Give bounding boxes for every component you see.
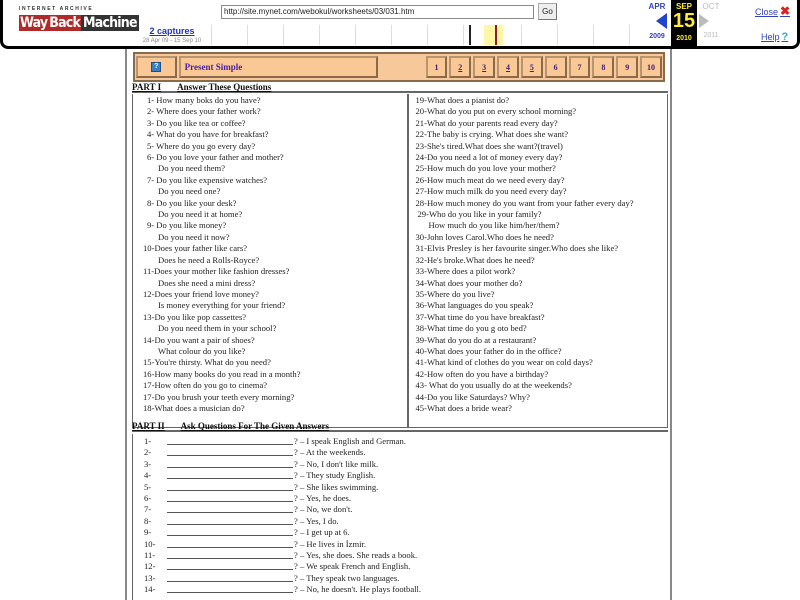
answer-row: 10- ? – He lives in İzmir. [144,538,367,549]
answer-row: 14- ? – No, he doesn't. He plays football. [144,584,422,595]
questions-left-column [133,94,409,427]
question: 31-Elvis Presley is her favourite singer.Who does she like? [415,243,619,254]
page-link-6[interactable]: 6 [545,56,567,78]
current-capture [671,0,697,46]
question: 41-What kind of clothes do you wear on cold days? [415,357,593,368]
answer-row: 7- ? – No, we don't. [144,504,353,515]
question: 2- Where does your father work? [147,106,261,117]
current-year: 2010 [676,35,692,42]
part2-title: Ask Questions For The Given Answers [180,421,330,431]
question: 17-How often do you go to cinema? [143,380,268,391]
next-month: OCT [702,2,720,11]
captures-link[interactable]: 2 captures [149,26,195,36]
answer-row: 9- ? – I get up at 6. [144,527,350,538]
page-link-2[interactable]: 2 [449,56,471,78]
prev-year: 2009 [649,33,665,40]
question: 23-She's tired.What does she want?(travel) [415,140,563,151]
part1-label: PART I [132,82,162,92]
question: 37-What time do you have breakfast? [415,311,545,322]
worksheet-page [125,49,672,600]
question: 8- Do you like your desk? [147,197,237,208]
question: 34-What does your mother do? [415,277,523,288]
part1-title: Answer These Questions [177,82,272,92]
question-followup: Do you need one? [158,186,221,197]
question: 13-Do you like pop cassettes? [143,311,247,322]
question: 44-Do you like Saturdays? Why? [415,391,530,402]
answer-blank [167,561,293,570]
question-followup: Do you need them in your school? [158,323,277,334]
part2-answer-list [132,436,668,595]
captures-range: 28 Apr 09 - 15 Sep 10 [142,38,202,44]
internet-archive-label: INTERNET ARCHIVE [19,6,94,12]
part1-heading [132,82,668,93]
capture-calendar [643,0,738,46]
answer-row: 3- ? – No, I don't like milk. [144,458,379,469]
timeline-current-capture-marker[interactable] [495,25,497,45]
go-button[interactable]: Go [538,3,557,20]
answer-row: 2- ? – At the weekends. [144,447,366,458]
nav-spacer [380,56,423,78]
question: 32-He's broke.What does he need? [415,254,535,265]
question-followup: Do you need it now? [158,231,230,242]
question: 26-How much meat do we need every day? [415,174,565,185]
question: 39-What do you do at a restaurant? [415,334,537,345]
worksheet-title: Present Simple [179,56,379,78]
question-followup: Is money everything for your friend? [158,300,286,311]
next-capture [697,0,725,46]
answer-blank [167,504,293,513]
answer-blank [167,447,293,456]
part2-label: PART II [132,421,165,431]
answer-row: 4- ? – They study English. [144,470,376,481]
answer-blank [167,436,293,445]
question: 4- What do you have for breakfast? [147,129,269,140]
question: 19-What does a pianist do? [415,95,510,105]
page-link-1: 1 [426,56,448,78]
answer-row: 13- ? – They speak two languages. [144,572,400,583]
question: 3- Do you like tea or coffee? [147,117,246,128]
current-day: 15 [672,10,696,32]
answer-row: 11- ? – Yes, she does. She reads a book. [144,549,418,560]
prev-arrow-icon[interactable] [656,13,667,29]
question: 6- Do you love your father and mother? [147,152,284,163]
help-cell[interactable] [136,56,177,78]
question: 9- Do you like money? [147,220,227,231]
question: 36-What languages do you speak? [415,300,534,311]
worksheet-nav-bar [133,52,665,82]
page-link-4[interactable]: 4 [497,56,519,78]
wayback-toolbar [0,0,800,49]
timeline-capture-marker[interactable] [469,25,471,45]
answer-blank [167,482,293,491]
answer-blank [167,550,293,559]
question-followup: Does he need a Rolls-Royce? [158,254,260,265]
question: 15-You're thirsty. What do you need? [143,357,271,368]
answer-blank [167,539,293,548]
question: 27-How much milk do you need every day? [415,186,567,197]
question: 30-John loves Carol.Who does he need? [415,231,554,242]
questions-right-column [409,94,667,427]
page-link-3[interactable]: 3 [473,56,495,78]
page-link-7[interactable]: 7 [569,56,591,78]
question: 14-Do you want a pair of shoes? [143,334,255,345]
wayback-machine-wordmark: Way Back Machine [20,15,137,31]
close-label[interactable]: Close [755,7,779,17]
question: 24-Do you need a lot of money every day? [415,152,563,163]
answer-row: 8- ? – Yes, I do. [144,515,339,526]
question: 10-Does your father like cars? [143,243,248,254]
question: 21-What do your parents read every day? [415,117,558,128]
answer-blank [167,584,293,593]
question: 25-How much do you love your mother? [415,163,556,174]
prev-month: APR [648,2,666,11]
wayback-logo[interactable] [19,6,137,32]
captures-info [136,26,208,44]
question: 40-What does your father do in the office? [415,345,562,356]
question: 22-The baby is crying. What does she want? [415,129,569,140]
page-link-9[interactable]: 9 [616,56,638,78]
answer-blank [167,516,293,525]
answer-blank [167,493,293,502]
answer-blank [167,573,293,582]
part1-questions-table [132,94,668,428]
question-followup: Does she need a mini dress? [158,277,256,288]
page-link-8[interactable]: 8 [592,56,614,78]
question: 1- How many boks do you have? [147,95,261,105]
close-icon[interactable]: ✖ [780,4,791,18]
answer-row: 12- ? – We speak French and English. [144,561,411,572]
prev-capture[interactable] [643,0,671,46]
answer-row: 5- ? – She likes swimming. [144,481,379,492]
question: 38-What time do you g oto bed? [415,323,527,334]
help-button[interactable] [761,31,788,43]
answer-row: 6- ? – Yes, he does. [144,492,352,503]
next-arrow-icon [699,14,709,28]
question: 33-Where does a pilot work? [415,266,516,277]
answer-blank [167,470,293,479]
question-followup: What colour do you like? [158,345,246,356]
question: 35-Where do you live? [415,288,495,299]
timeline-current-year-highlight [484,25,503,45]
question: 11-Does your mother like fashion dresses? [143,266,290,277]
question: 42-How often do you have a birthday? [415,368,549,379]
current-month: SEP [675,2,692,11]
page-link-10[interactable]: 10 [640,56,662,78]
question: 12-Does your friend love money? [143,288,259,299]
question: 43- What do you usually do at the weekends? [415,380,572,391]
question: 16-How many books do you read in a month? [143,368,301,379]
question: 29-Who do you like in your family? [417,209,542,220]
question-followup: Do you need it at home? [158,209,243,220]
question: 18-What does a musician do? [143,402,245,413]
help-icon[interactable]: ? [781,31,789,43]
answer-blank [167,459,293,468]
page-link-5[interactable]: 5 [521,56,543,78]
part2-heading [132,421,668,432]
next-year: 2011 [703,32,719,39]
help-label[interactable]: Help [761,32,780,42]
question: 45-What does a bride wear? [415,402,512,413]
question-followup: How much do you like him/her/them? [428,220,560,231]
question-followup: Do you need them? [158,163,226,174]
question: 20-What do you put on every school morning? [415,106,577,117]
answer-row: 1- ? – I speak English and German. [144,436,406,446]
question: 5- Where do you go every day? [147,140,256,151]
question: 28-How much money do you want from your father every day? [415,197,634,208]
close-button[interactable] [755,4,790,18]
question: 17-Do you brush your teeth every morning? [143,391,295,402]
question: 7- Do you like expensive watches? [147,174,268,185]
url-input[interactable]: http://site.mynet.com/webokul/worksheets/03/031.htm [221,5,534,19]
answer-blank [167,527,293,536]
capture-timeline[interactable] [211,25,643,45]
help-icon[interactable]: ? [151,62,161,72]
